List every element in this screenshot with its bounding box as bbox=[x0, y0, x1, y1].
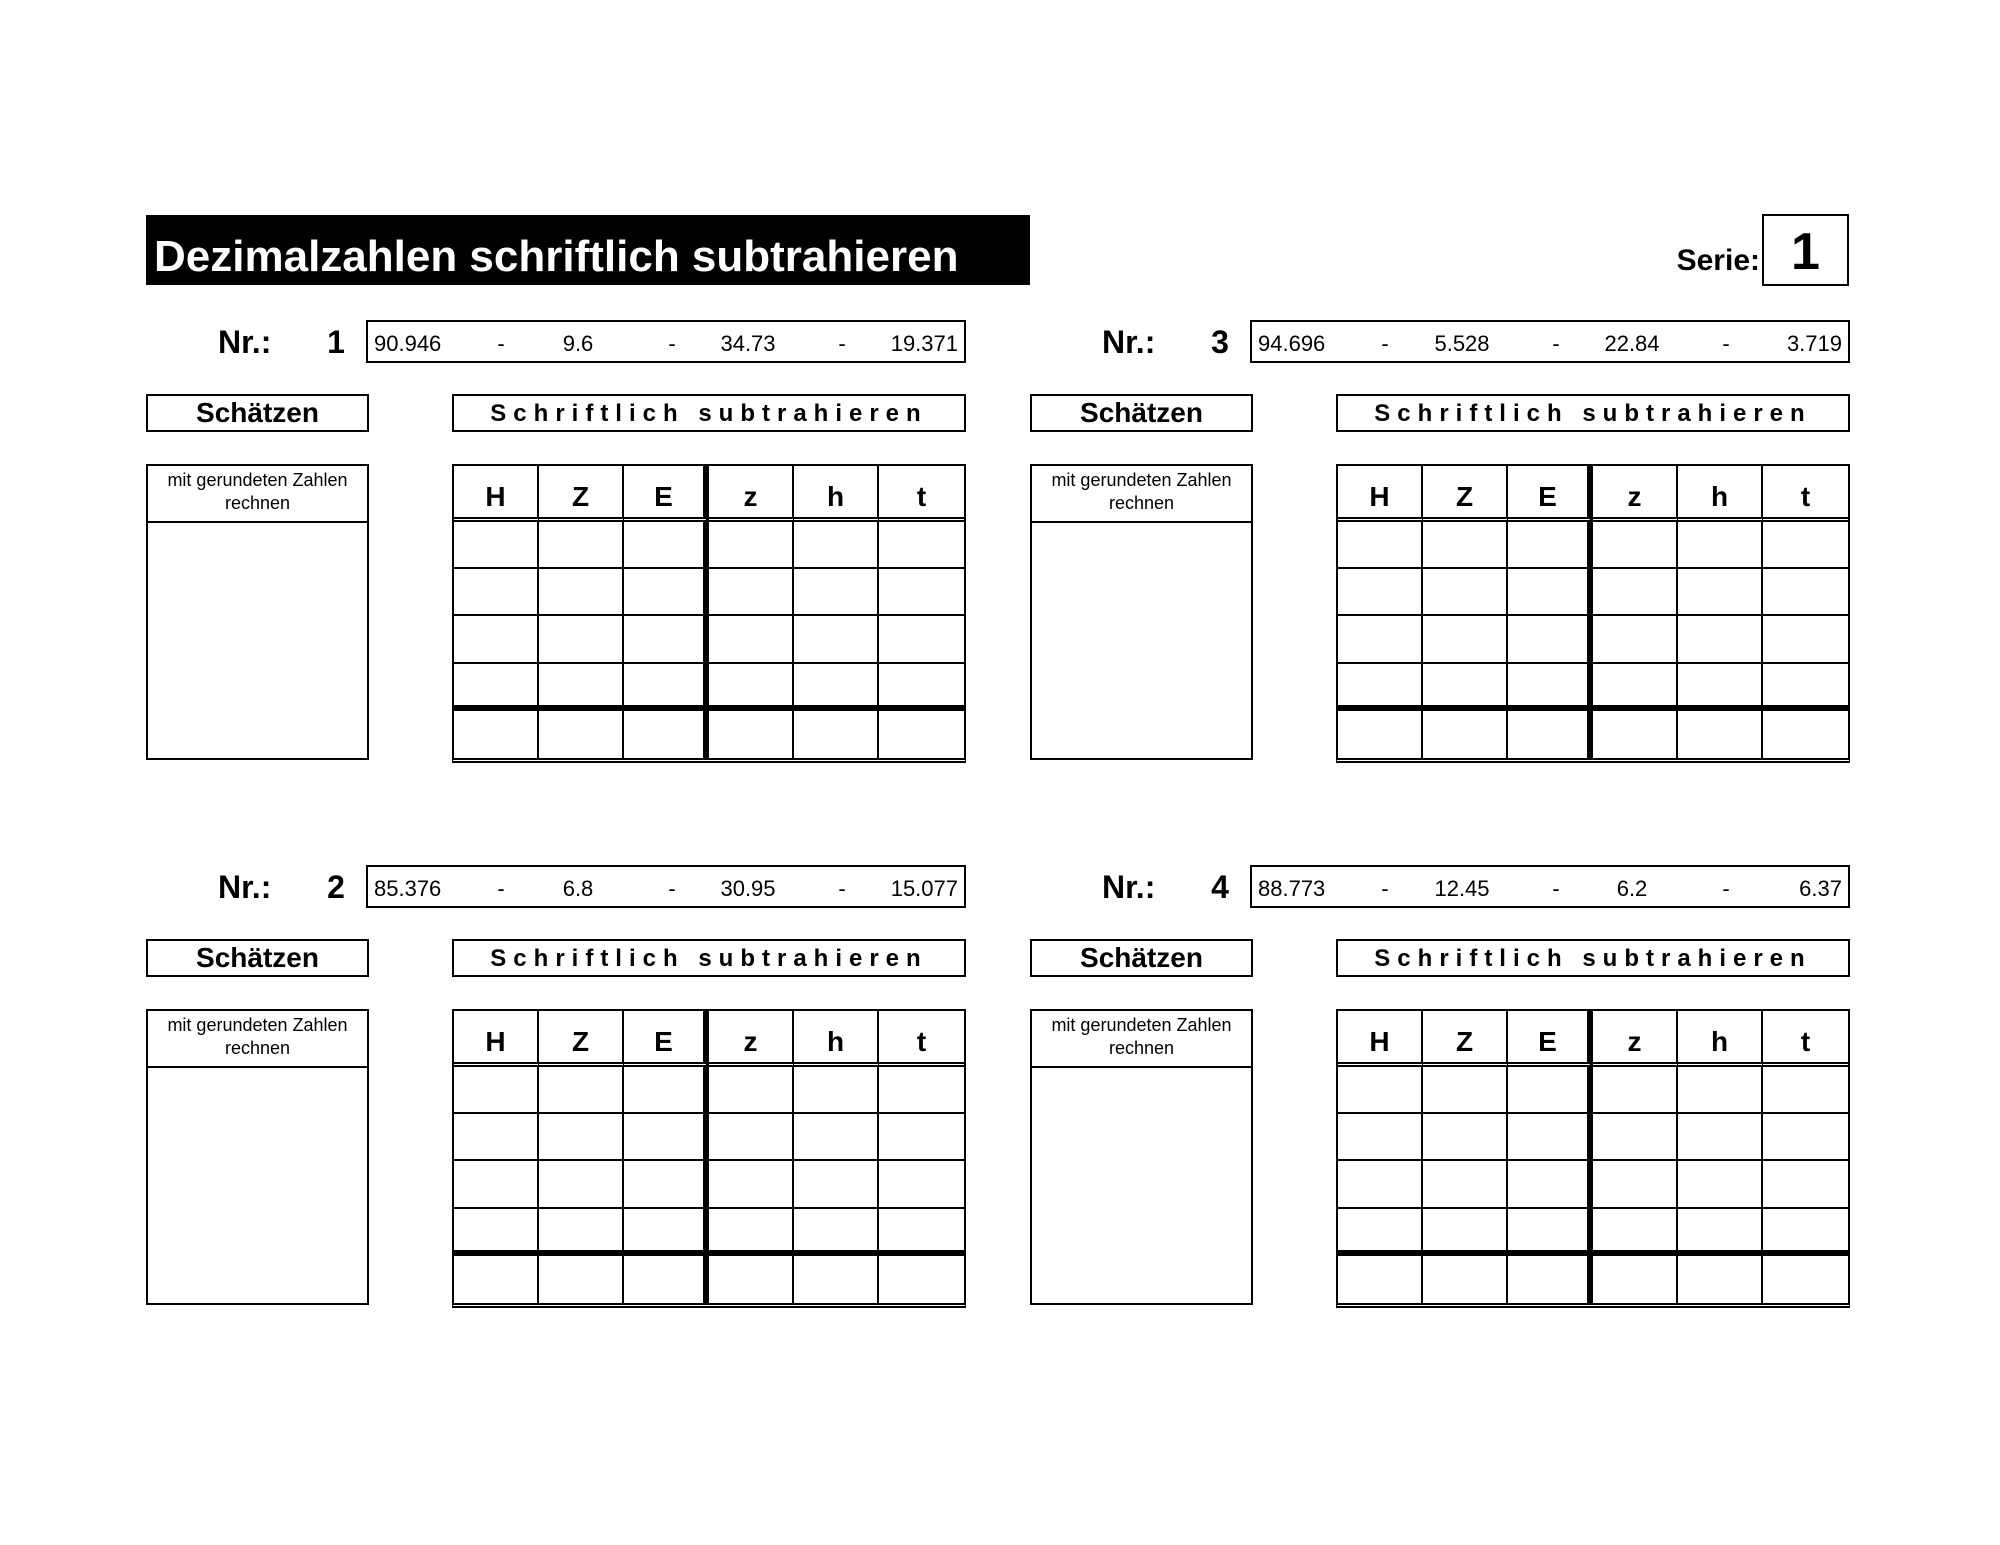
result-cell[interactable] bbox=[1423, 711, 1508, 758]
digit-cell[interactable] bbox=[1593, 616, 1678, 663]
minus-sign: - bbox=[838, 331, 846, 356]
digit-cell[interactable] bbox=[454, 1209, 539, 1256]
result-cell[interactable] bbox=[539, 1256, 624, 1303]
written-subtraction-header: Schriftlich subtrahieren bbox=[452, 939, 966, 977]
estimate-note: mit gerundeten Zahlen rechnen bbox=[148, 466, 367, 523]
minus-sign: - bbox=[1722, 876, 1730, 901]
digit-cell[interactable] bbox=[539, 569, 624, 616]
digit-cell[interactable] bbox=[794, 1067, 879, 1114]
minus-sign: - bbox=[1552, 331, 1560, 356]
result-cell[interactable] bbox=[539, 711, 624, 758]
digit-cell[interactable] bbox=[1508, 616, 1593, 663]
digit-cell[interactable] bbox=[1763, 664, 1848, 711]
digit-cell[interactable] bbox=[1508, 522, 1593, 569]
digit-cell[interactable] bbox=[879, 1067, 964, 1114]
digit-cell[interactable] bbox=[454, 664, 539, 711]
result-cell[interactable] bbox=[1763, 711, 1848, 758]
digit-cell[interactable] bbox=[539, 1161, 624, 1208]
place-value-header-tens: Z bbox=[1423, 466, 1508, 522]
digit-cell[interactable] bbox=[879, 569, 964, 616]
place-value-header-hundreds: H bbox=[454, 1011, 539, 1067]
place-value-grid bbox=[452, 464, 966, 763]
digit-cell[interactable] bbox=[794, 1209, 879, 1256]
subtrahend-1: 6.8 bbox=[562, 876, 594, 901]
minuend: 85.376 bbox=[374, 876, 442, 901]
digit-cell[interactable] bbox=[1508, 1067, 1593, 1114]
place-value-grid bbox=[452, 1009, 966, 1308]
problem-number: 2 bbox=[327, 869, 345, 905]
digit-cell[interactable] bbox=[794, 664, 879, 711]
digit-cell[interactable] bbox=[1423, 1067, 1508, 1114]
digit-cell[interactable] bbox=[539, 1209, 624, 1256]
result-cell[interactable] bbox=[879, 711, 964, 758]
estimate-area[interactable] bbox=[148, 1068, 367, 1303]
estimate-box bbox=[146, 1009, 369, 1305]
minus-sign: - bbox=[668, 331, 676, 356]
result-cell[interactable] bbox=[1593, 711, 1678, 758]
digit-cell[interactable] bbox=[1763, 569, 1848, 616]
minus-sign: - bbox=[1381, 876, 1389, 901]
digit-cell[interactable] bbox=[709, 569, 794, 616]
subtrahend-1: 5.528 bbox=[1434, 331, 1490, 356]
digit-cell[interactable] bbox=[1338, 1209, 1423, 1256]
digit-cell[interactable] bbox=[1678, 569, 1763, 616]
digit-cell[interactable] bbox=[1763, 522, 1848, 569]
digit-cell[interactable] bbox=[1423, 1161, 1508, 1208]
task-expression bbox=[366, 320, 966, 363]
result-cell[interactable] bbox=[1338, 711, 1423, 758]
result-cell[interactable] bbox=[1508, 711, 1593, 758]
digit-cell[interactable] bbox=[1508, 569, 1593, 616]
result-cell[interactable] bbox=[879, 1256, 964, 1303]
digit-cell[interactable] bbox=[794, 522, 879, 569]
minuend: 94.696 bbox=[1258, 331, 1326, 356]
result-cell[interactable] bbox=[454, 1256, 539, 1303]
result-cell[interactable] bbox=[1338, 1256, 1423, 1303]
result-cell[interactable] bbox=[1763, 1256, 1848, 1303]
digit-cell[interactable] bbox=[454, 522, 539, 569]
place-value-header-ones: E bbox=[1508, 1011, 1593, 1067]
problem-number: 4 bbox=[1211, 869, 1229, 905]
digit-cell[interactable] bbox=[624, 1114, 709, 1161]
digit-cell[interactable] bbox=[1508, 1114, 1593, 1161]
digit-cell[interactable] bbox=[709, 1067, 794, 1114]
place-value-grid bbox=[1336, 1009, 1850, 1308]
place-value-header-tens: Z bbox=[539, 1011, 624, 1067]
digit-cell[interactable] bbox=[624, 522, 709, 569]
nr-label: Nr.: bbox=[218, 869, 272, 905]
place-value-header-thousandths: t bbox=[1763, 1011, 1848, 1067]
written-subtraction-header: Schriftlich subtrahieren bbox=[1336, 939, 1850, 977]
digit-cell[interactable] bbox=[709, 522, 794, 569]
subtrahend-2: 22.84 bbox=[1604, 331, 1660, 356]
digit-cell[interactable] bbox=[1423, 1114, 1508, 1161]
subtrahend-2: 30.95 bbox=[720, 876, 776, 901]
digit-cell[interactable] bbox=[1423, 522, 1508, 569]
minus-sign: - bbox=[838, 876, 846, 901]
digit-cell[interactable] bbox=[1678, 664, 1763, 711]
digit-cell[interactable] bbox=[454, 1067, 539, 1114]
estimate-area[interactable] bbox=[148, 523, 367, 758]
estimate-header: Schätzen bbox=[146, 394, 369, 432]
nr-label: Nr.: bbox=[218, 324, 272, 360]
result-cell[interactable] bbox=[1593, 1256, 1678, 1303]
written-subtraction-header: Schriftlich subtrahieren bbox=[1336, 394, 1850, 432]
digit-cell[interactable] bbox=[624, 569, 709, 616]
minus-sign: - bbox=[668, 876, 676, 901]
nr-label: Nr.: bbox=[1102, 869, 1156, 905]
digit-cell[interactable] bbox=[709, 1114, 794, 1161]
written-subtraction-header: Schriftlich subtrahieren bbox=[452, 394, 966, 432]
digit-cell[interactable] bbox=[794, 616, 879, 663]
digit-cell[interactable] bbox=[1338, 616, 1423, 663]
digit-cell[interactable] bbox=[1423, 664, 1508, 711]
subtrahend-3: 15.077 bbox=[890, 876, 958, 901]
place-value-header-ones: E bbox=[1508, 466, 1593, 522]
digit-cell[interactable] bbox=[879, 522, 964, 569]
place-value-grid bbox=[1336, 464, 1850, 763]
digit-cell[interactable] bbox=[454, 1161, 539, 1208]
digit-cell[interactable] bbox=[454, 616, 539, 663]
digit-cell[interactable] bbox=[1678, 1067, 1763, 1114]
digit-cell[interactable] bbox=[1338, 1161, 1423, 1208]
minuend: 90.946 bbox=[374, 331, 442, 356]
place-value-header-tens: Z bbox=[1423, 1011, 1508, 1067]
place-value-header-ones: E bbox=[624, 466, 709, 522]
place-value-header-tenths: z bbox=[1593, 466, 1678, 522]
task-expression bbox=[366, 865, 966, 908]
digit-cell[interactable] bbox=[1678, 1209, 1763, 1256]
subtrahend-2: 34.73 bbox=[720, 331, 776, 356]
minus-sign: - bbox=[1722, 331, 1730, 356]
digit-cell[interactable] bbox=[1593, 1161, 1678, 1208]
place-value-header-hundredths: h bbox=[794, 1011, 879, 1067]
result-cell[interactable] bbox=[1423, 1256, 1508, 1303]
digit-cell[interactable] bbox=[1593, 522, 1678, 569]
digit-cell[interactable] bbox=[1338, 522, 1423, 569]
result-cell[interactable] bbox=[794, 711, 879, 758]
task-expression bbox=[1250, 865, 1850, 908]
estimate-header: Schätzen bbox=[1030, 394, 1253, 432]
subtrahend-3: 19.371 bbox=[890, 331, 958, 356]
digit-cell[interactable] bbox=[879, 1114, 964, 1161]
digit-cell[interactable] bbox=[794, 1114, 879, 1161]
digit-cell[interactable] bbox=[1678, 1161, 1763, 1208]
digit-cell[interactable] bbox=[879, 616, 964, 663]
result-cell[interactable] bbox=[1678, 711, 1763, 758]
estimate-header: Schätzen bbox=[146, 939, 369, 977]
minus-sign: - bbox=[1552, 876, 1560, 901]
digit-cell[interactable] bbox=[1593, 1209, 1678, 1256]
digit-cell[interactable] bbox=[1763, 1209, 1848, 1256]
problem-number: 1 bbox=[327, 324, 345, 360]
digit-cell[interactable] bbox=[1423, 569, 1508, 616]
digit-cell[interactable] bbox=[1678, 522, 1763, 569]
minuend: 88.773 bbox=[1258, 876, 1326, 901]
subtrahend-1: 9.6 bbox=[562, 331, 594, 356]
place-value-header-hundredths: h bbox=[1678, 466, 1763, 522]
digit-cell[interactable] bbox=[1763, 1067, 1848, 1114]
place-value-header-thousandths: t bbox=[879, 1011, 964, 1067]
place-value-header-tens: Z bbox=[539, 466, 624, 522]
digit-cell[interactable] bbox=[1423, 616, 1508, 663]
digit-cell[interactable] bbox=[539, 1067, 624, 1114]
estimate-area[interactable] bbox=[1032, 1068, 1251, 1303]
digit-cell[interactable] bbox=[709, 1161, 794, 1208]
subtrahend-3: 6.37 bbox=[1799, 876, 1842, 901]
worksheet-title: Dezimalzahlen schriftlich subtrahieren bbox=[146, 215, 1030, 285]
digit-cell[interactable] bbox=[879, 1209, 964, 1256]
digit-cell[interactable] bbox=[624, 664, 709, 711]
digit-cell[interactable] bbox=[1508, 664, 1593, 711]
place-value-header-tenths: z bbox=[1593, 1011, 1678, 1067]
nr-label: Nr.: bbox=[1102, 324, 1156, 360]
digit-cell[interactable] bbox=[539, 664, 624, 711]
digit-cell[interactable] bbox=[624, 1209, 709, 1256]
place-value-header-hundredths: h bbox=[1678, 1011, 1763, 1067]
digit-cell[interactable] bbox=[1338, 1114, 1423, 1161]
digit-cell[interactable] bbox=[709, 1209, 794, 1256]
estimate-note: mit gerundeten Zahlen rechnen bbox=[1032, 1011, 1251, 1068]
estimate-note: mit gerundeten Zahlen rechnen bbox=[148, 1011, 367, 1068]
result-cell[interactable] bbox=[624, 1256, 709, 1303]
digit-cell[interactable] bbox=[1593, 1114, 1678, 1161]
subtrahend-1: 12.45 bbox=[1434, 876, 1490, 901]
problem-number: 3 bbox=[1211, 324, 1229, 360]
digit-cell[interactable] bbox=[1593, 664, 1678, 711]
result-cell[interactable] bbox=[624, 711, 709, 758]
place-value-header-hundreds: H bbox=[1338, 1011, 1423, 1067]
subtrahend-2: 6.2 bbox=[1616, 876, 1648, 901]
digit-cell[interactable] bbox=[624, 616, 709, 663]
result-cell[interactable] bbox=[1678, 1256, 1763, 1303]
digit-cell[interactable] bbox=[794, 1161, 879, 1208]
place-value-header-hundredths: h bbox=[794, 466, 879, 522]
task-expression bbox=[1250, 320, 1850, 363]
place-value-header-thousandths: t bbox=[879, 466, 964, 522]
digit-cell[interactable] bbox=[709, 616, 794, 663]
digit-cell[interactable] bbox=[1763, 1161, 1848, 1208]
digit-cell[interactable] bbox=[1763, 616, 1848, 663]
digit-cell[interactable] bbox=[879, 1161, 964, 1208]
digit-cell[interactable] bbox=[454, 569, 539, 616]
digit-cell[interactable] bbox=[454, 1114, 539, 1161]
digit-cell[interactable] bbox=[1338, 664, 1423, 711]
estimate-box bbox=[1030, 1009, 1253, 1305]
minus-sign: - bbox=[1381, 331, 1389, 356]
digit-cell[interactable] bbox=[1338, 569, 1423, 616]
place-value-header-hundreds: H bbox=[1338, 466, 1423, 522]
problem-block bbox=[1030, 320, 2000, 820]
digit-cell[interactable] bbox=[539, 522, 624, 569]
minus-sign: - bbox=[497, 876, 505, 901]
subtrahend-3: 3.719 bbox=[1786, 331, 1842, 356]
problem-block bbox=[1030, 865, 2000, 1365]
digit-cell[interactable] bbox=[1508, 1209, 1593, 1256]
digit-cell[interactable] bbox=[1678, 616, 1763, 663]
digit-cell[interactable] bbox=[624, 1161, 709, 1208]
digit-cell[interactable] bbox=[1678, 1114, 1763, 1161]
digit-cell[interactable] bbox=[794, 569, 879, 616]
place-value-header-hundreds: H bbox=[454, 466, 539, 522]
estimate-area[interactable] bbox=[1032, 523, 1251, 758]
estimate-note: mit gerundeten Zahlen rechnen bbox=[1032, 466, 1251, 523]
minus-sign: - bbox=[497, 331, 505, 356]
place-value-header-ones: E bbox=[624, 1011, 709, 1067]
place-value-header-tenths: z bbox=[709, 466, 794, 522]
result-cell[interactable] bbox=[1508, 1256, 1593, 1303]
digit-cell[interactable] bbox=[1338, 1067, 1423, 1114]
digit-cell[interactable] bbox=[879, 664, 964, 711]
estimate-header: Schätzen bbox=[1030, 939, 1253, 977]
digit-cell[interactable] bbox=[1593, 1067, 1678, 1114]
estimate-box bbox=[1030, 464, 1253, 760]
digit-cell[interactable] bbox=[1763, 1114, 1848, 1161]
digit-cell[interactable] bbox=[624, 1067, 709, 1114]
place-value-header-tenths: z bbox=[709, 1011, 794, 1067]
serie-number: 1 bbox=[1762, 214, 1849, 286]
digit-cell[interactable] bbox=[1508, 1161, 1593, 1208]
digit-cell[interactable] bbox=[1593, 569, 1678, 616]
place-value-header-thousandths: t bbox=[1763, 466, 1848, 522]
result-cell[interactable] bbox=[454, 711, 539, 758]
digit-cell[interactable] bbox=[539, 1114, 624, 1161]
digit-cell[interactable] bbox=[1423, 1209, 1508, 1256]
serie-label: Serie: bbox=[1676, 244, 1760, 277]
result-cell[interactable] bbox=[794, 1256, 879, 1303]
digit-cell[interactable] bbox=[539, 616, 624, 663]
estimate-box bbox=[146, 464, 369, 760]
result-cell[interactable] bbox=[709, 711, 794, 758]
digit-cell[interactable] bbox=[709, 664, 794, 711]
result-cell[interactable] bbox=[709, 1256, 794, 1303]
